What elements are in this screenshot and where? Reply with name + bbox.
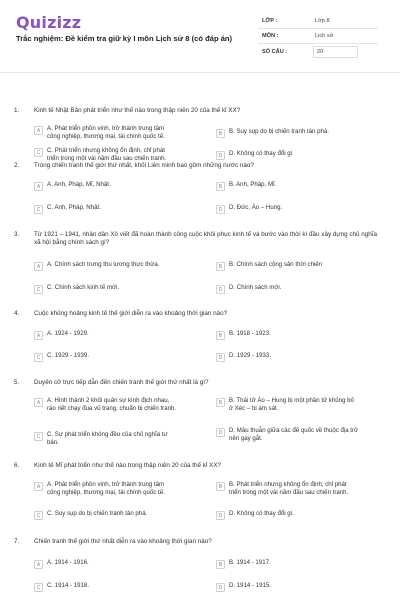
option-letter-box: D [216, 353, 225, 362]
meta-row-subject [258, 29, 378, 44]
option-text: B. Anh, Pháp, Mĩ. [229, 181, 277, 188]
option-d[interactable] [216, 427, 359, 443]
option-letter-box: A [34, 398, 43, 407]
option-b[interactable] [216, 559, 359, 569]
option-d[interactable] [216, 284, 359, 294]
question-number: 4. [14, 310, 20, 317]
option-letter-box: B [216, 182, 225, 191]
option-b[interactable] [216, 181, 359, 191]
option-c[interactable] [34, 204, 177, 214]
option-text: D. 1914 - 1915. [229, 582, 272, 589]
option-b[interactable] [216, 481, 359, 497]
option-letter-box: B [216, 482, 225, 491]
question-number: 2. [14, 162, 20, 169]
option-letter-box: D [216, 151, 225, 160]
meta-row-class [258, 14, 378, 29]
option-a[interactable] [34, 481, 177, 497]
option-letter-box: C [34, 148, 43, 157]
option-letter-box: B [216, 398, 225, 407]
option-c[interactable] [34, 352, 177, 362]
option-text: B. 1914 - 1917. [229, 559, 271, 566]
option-letter-box: A [34, 482, 43, 491]
option-d[interactable] [216, 582, 359, 592]
option-text: C. Suy sụp do bị chiến tranh tàn phá. [47, 510, 148, 517]
option-text: D. Không có thay đổi gì [229, 150, 293, 157]
option-c[interactable] [34, 284, 177, 294]
option-b[interactable] [216, 261, 359, 271]
option-text: B. 1918 - 1923. [229, 330, 271, 337]
quizizz-logo: Quizizz [16, 13, 82, 32]
option-letter-box: C [34, 432, 43, 441]
option-letter-box: B [216, 129, 225, 138]
meta-row-question-count [258, 44, 378, 59]
option-text: C. Phát triển nhưng không ổn định, chỉ phát triển trong một vài năm đầu sau chiến tranh. [47, 147, 167, 163]
meta-value-subject: Lịch sử [315, 33, 334, 39]
option-c[interactable] [34, 431, 177, 447]
option-text: A. 1914 - 1916. [47, 559, 89, 566]
option-b[interactable] [216, 397, 359, 413]
option-text: C. Chính sách kinh tế mới. [47, 284, 120, 291]
question-text: Duyên cớ trực tiếp dẫn đến chiến tranh thế giới thứ nhất là gì? [34, 379, 209, 386]
question-number: 6. [14, 462, 20, 469]
option-text: A. 1924 - 1929. [47, 330, 89, 337]
option-b[interactable] [216, 128, 359, 138]
option-text: A. Chính sách trưng thu lương thực thừa. [47, 261, 160, 268]
meta-label-question-count: SỐ CÂU : [262, 48, 288, 55]
question-text: Kinh tế Mĩ phát triển như thế nào trong thập niên 20 của thế kỉ XX? [34, 462, 221, 469]
meta-label-subject: MÔN : [262, 33, 279, 39]
option-letter-box: D [216, 428, 225, 437]
option-text: A. Phát triển phồn vinh, trở thành trung tâm công nghiệp, thương mại, tài chính quốc tế. [47, 481, 165, 497]
question-text: Từ 1921 – 1941, nhân dân Xô viết đã hoàn thành công cuộc khôi phục kinh tế và bước vào thời kì đầu xây dựng chủ nghĩa xã hội bằng chính sách gì? [34, 231, 377, 247]
option-letter-box: C [34, 353, 43, 362]
option-a[interactable] [34, 397, 177, 413]
option-a[interactable] [34, 330, 177, 340]
meta-value-class: Lớp 8 [315, 18, 330, 24]
option-a[interactable] [34, 559, 177, 569]
meta-value-question-count: 20 [313, 46, 358, 58]
question-number: 5. [14, 379, 20, 386]
option-letter-box: B [216, 331, 225, 340]
option-text: D. Chính sách mới. [229, 284, 282, 291]
option-text: B. Phát triển nhưng không ổn định, chỉ phát triển trong một vài năm đầu sau chiến tranh. [229, 481, 349, 497]
option-letter-box: C [34, 583, 43, 592]
option-d[interactable] [216, 150, 359, 160]
option-text: B. Thái tử Áo – Hung bị một phần tử khủng bố ở Xéc – bi ám sát. [229, 397, 354, 413]
option-a[interactable] [34, 125, 177, 141]
option-d[interactable] [216, 510, 359, 520]
option-letter-box: A [34, 560, 43, 569]
option-b[interactable] [216, 330, 359, 340]
option-letter-box: D [216, 583, 225, 592]
option-letter-box: C [34, 511, 43, 520]
option-letter-box: C [34, 285, 43, 294]
option-text: D. Đức, Áo – Hung. [229, 204, 283, 211]
option-text: A. Hình thành 2 khối quân sự kình địch nhau, ráo riết chạy đua vũ trang, chuẩn bị chiến tranh. [47, 397, 177, 413]
option-c[interactable] [34, 147, 177, 163]
header-divider [0, 72, 400, 73]
option-letter-box: D [216, 285, 225, 294]
option-c[interactable] [34, 582, 177, 592]
option-c[interactable] [34, 510, 177, 520]
option-a[interactable] [34, 261, 177, 271]
option-text: C. 1914 - 1918. [47, 582, 90, 589]
option-text: D. Không có thay đổi gì. [229, 510, 295, 517]
question-number: 3. [14, 231, 20, 238]
option-letter-box: C [34, 205, 43, 214]
option-text: C. 1929 - 1939. [47, 352, 90, 359]
option-text: C. Sự phát triển không đều của chủ nghĩa tư bản. [47, 431, 168, 447]
option-text: D. Mâu thuẫn giữa các đế quốc về thuộc địa trở nên gay gắt. [229, 427, 359, 443]
option-text: C. Anh, Pháp, Nhật. [47, 204, 101, 211]
option-letter-box: B [216, 560, 225, 569]
option-text: D. 1929 - 1933. [229, 352, 272, 359]
option-letter-box: A [34, 262, 43, 271]
question-text: Trong chiến tranh thế giới thứ nhất, khối Liên minh bao gồm những nước nào? [34, 162, 254, 169]
worksheet-title: Trắc nghiệm: Đề kiểm tra giữ kỳ I môn Lịch sử 8 (có đáp án) [16, 34, 233, 43]
option-letter-box: D [216, 205, 225, 214]
worksheet-meta [258, 14, 378, 59]
option-letter-box: A [34, 182, 43, 191]
question-text: Kinh tế Nhật Bản phát triển như thế nào trong thập niên 20 của thế kỉ XX? [34, 107, 241, 114]
option-a[interactable] [34, 181, 177, 191]
option-text: B. Chính sách cộng sản thời chiến [229, 261, 323, 268]
option-letter-box: A [34, 331, 43, 340]
option-letter-box: D [216, 511, 225, 520]
option-d[interactable] [216, 352, 359, 362]
option-letter-box: B [216, 262, 225, 271]
question-number: 7. [14, 538, 20, 545]
option-text: A. Anh, Pháp, Mĩ, Nhật. [47, 181, 111, 188]
option-letter-box: A [34, 126, 43, 135]
option-d[interactable] [216, 204, 359, 214]
question-text: Chiến tranh thế giới thứ nhất diễn ra vào khoảng thời gian nào? [34, 538, 212, 545]
meta-label-class: LỚP : [262, 18, 278, 24]
option-text: B. Suy sụp do bị chiến tranh tàn phá. [229, 128, 329, 135]
option-text: A. Phát triển phồn vinh, trở thành trung tâm công nghiệp, thương mại, tài chính quốc tế. [47, 125, 165, 141]
question-text: Cuộc khủng hoảng kinh tế thế giới diễn ra vào khoảng thời gian nào? [34, 310, 228, 317]
worksheet-header [12, 10, 388, 60]
question-number: 1. [14, 107, 20, 114]
